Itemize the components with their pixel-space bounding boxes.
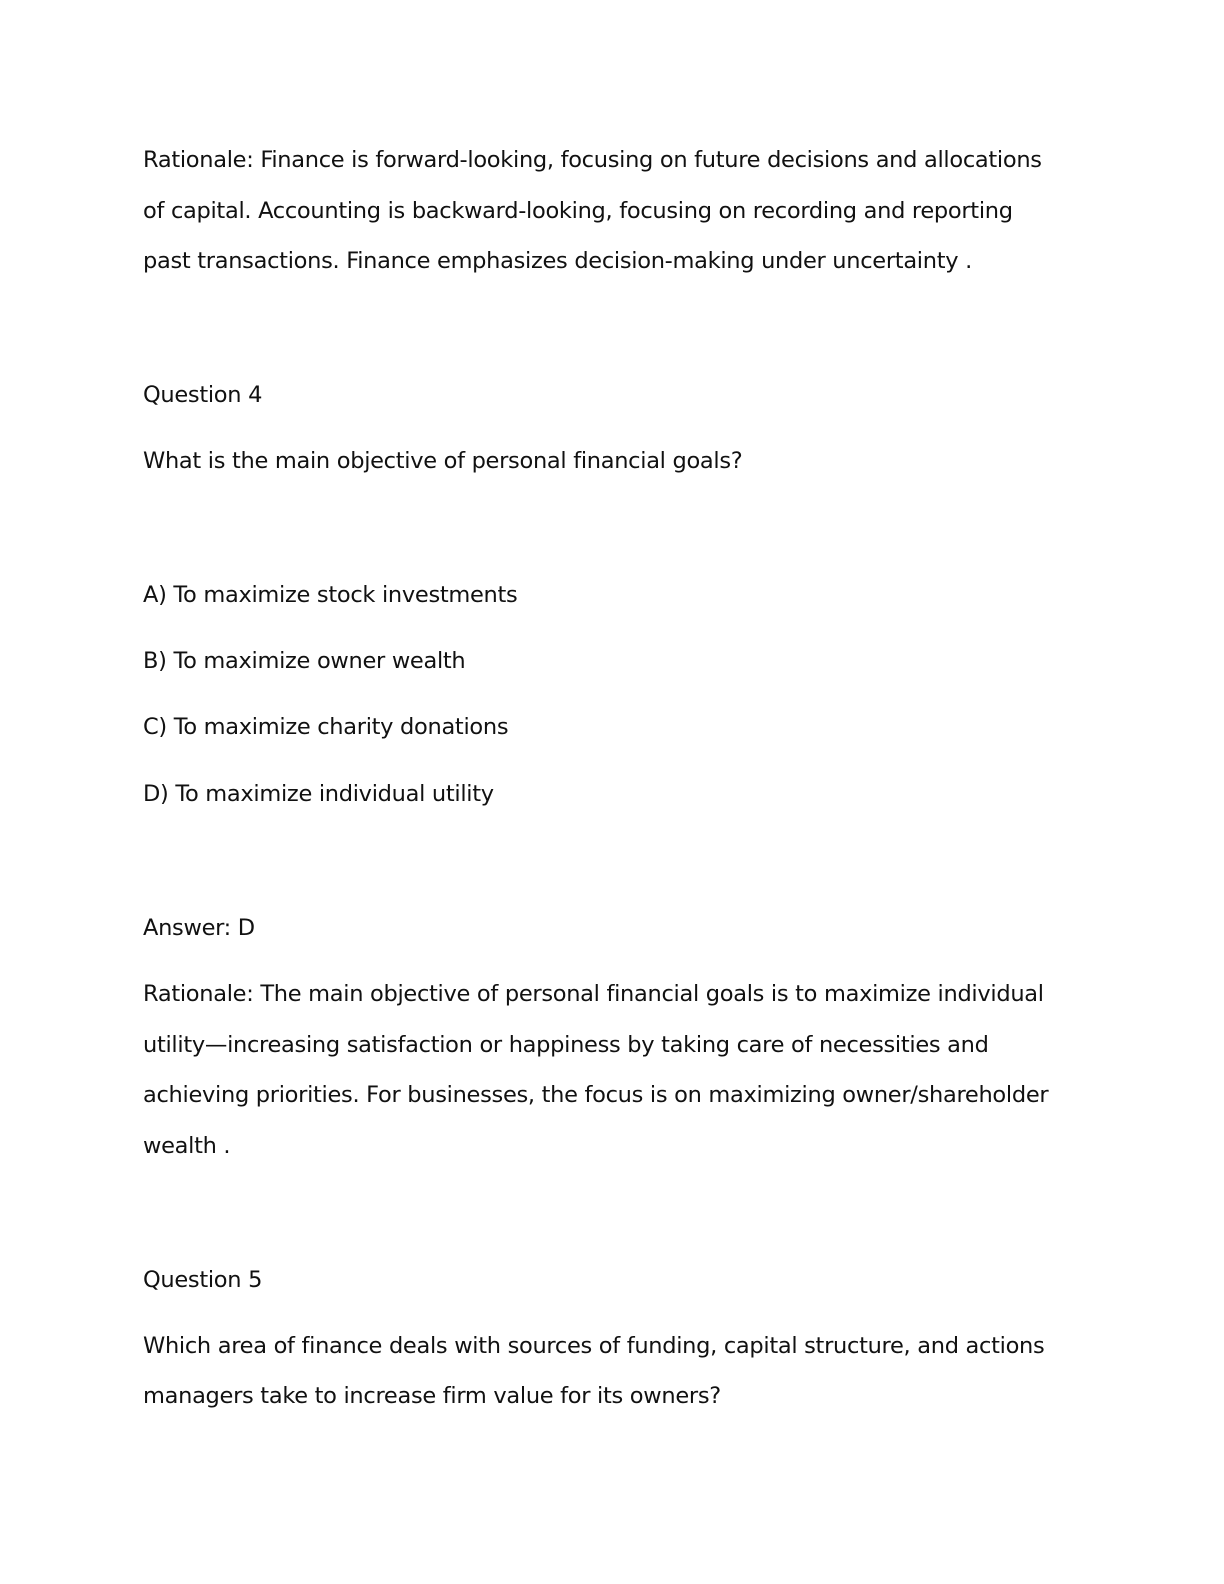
question-5-heading: Question 5 — [143, 1267, 263, 1293]
question-4-option-b: B) To maximize owner wealth — [143, 648, 466, 674]
question-4-option-c: C) To maximize charity donations — [143, 714, 509, 740]
q4-rationale-line-4: wealth . — [143, 1133, 231, 1159]
q3-rationale-line-2: of capital. Accounting is backward-looking, focusing on recording and reporting — [143, 198, 1013, 224]
q4-rationale-line-1: Rationale: The main objective of personal financial goals is to maximize individual — [143, 981, 1044, 1007]
question-5-prompt-line-2: managers take to increase firm value for its owners? — [143, 1383, 721, 1409]
q3-rationale-line-3: past transactions. Finance emphasizes decision-making under uncertainty . — [143, 248, 972, 274]
question-4-heading: Question 4 — [143, 382, 263, 408]
question-5-prompt-line-1: Which area of finance deals with sources of funding, capital structure, and actions — [143, 1333, 1045, 1359]
question-4-answer: Answer: D — [143, 915, 255, 941]
question-4-option-d: D) To maximize individual utility — [143, 781, 494, 807]
question-4-prompt: What is the main objective of personal financial goals? — [143, 448, 743, 474]
q3-rationale-line-1: Rationale: Finance is forward-looking, focusing on future decisions and allocations — [143, 147, 1042, 173]
question-4-option-a: A) To maximize stock investments — [143, 582, 518, 608]
q4-rationale-line-2: utility—increasing satisfaction or happiness by taking care of necessities and — [143, 1032, 989, 1058]
q4-rationale-line-3: achieving priorities. For businesses, the focus is on maximizing owner/shareholder — [143, 1082, 1049, 1108]
